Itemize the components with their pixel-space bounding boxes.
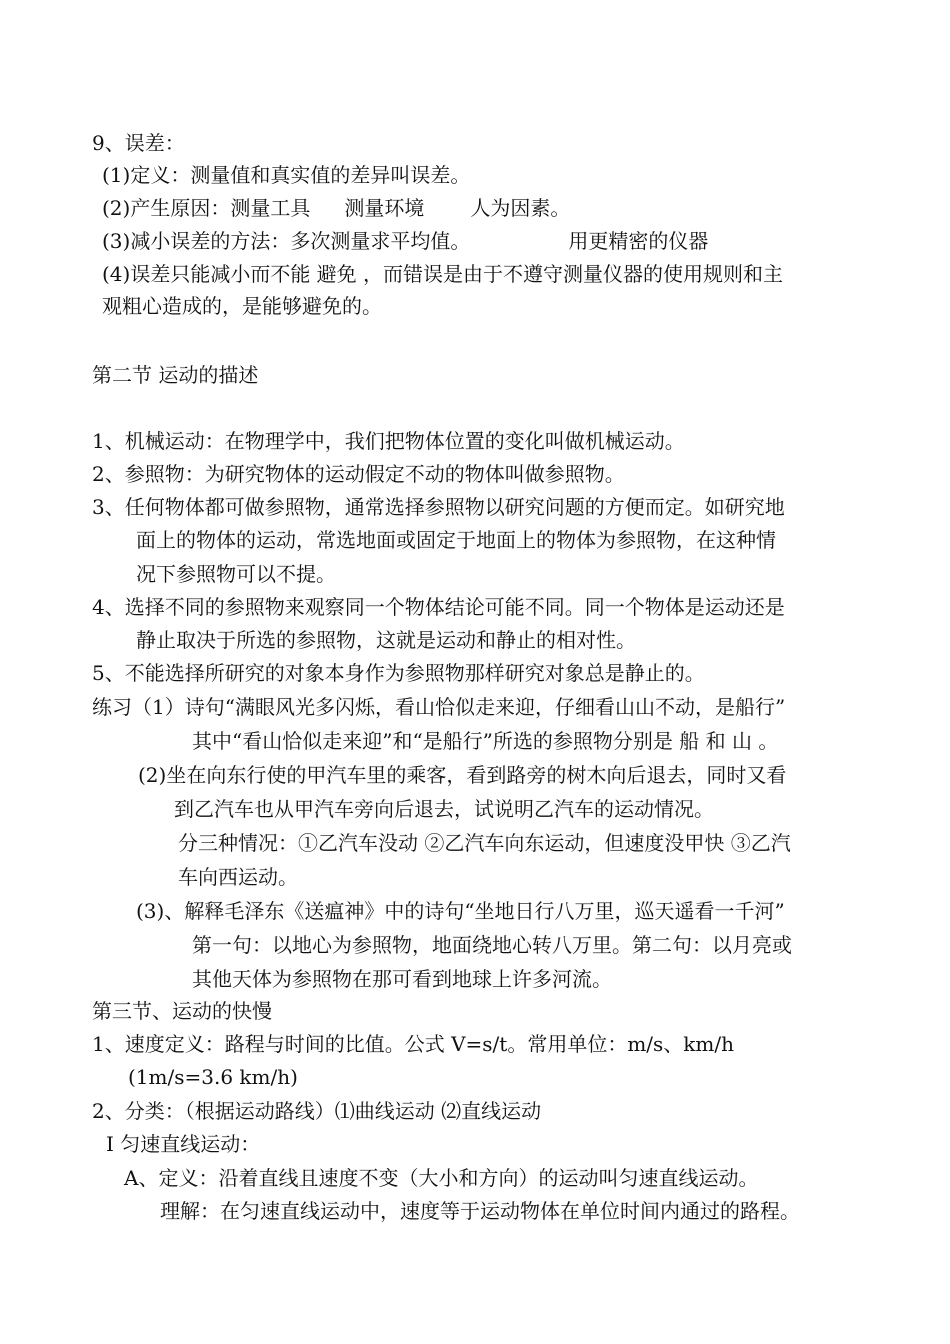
exercise-2-line2: 到乙汽车也从甲汽车旁向后退去，试说明乙汽车的运动情况。: [174, 797, 714, 821]
relativity-line2: 静止取决于所选的参照物，这就是运动和静止的相对性。: [136, 628, 636, 652]
error-definition: (1)定义：测量值和真实值的差异叫误差。: [102, 163, 471, 187]
exercise-3-line1: (3)、解释毛泽东《送瘟神》中的诗句“坐地日行八万里，巡天遥看一千河”: [136, 899, 785, 923]
exercise-3-answer-line2: 其他天体为参照物在那可看到地球上许多河流。: [192, 967, 612, 991]
relativity-line1: 4、选择不同的参照物来观察同一个物体结论可能不同。同一个物体是运动还是: [92, 595, 785, 619]
error-reduction: [102, 228, 708, 254]
section-3-title: 第三节、运动的快慢: [92, 999, 272, 1023]
error-cause-tools: (2)产生原因：测量工具: [102, 196, 311, 220]
exercise-2-line1: (2)坐在向东行使的甲汽车里的乘客，看到路旁的树木向后退去，同时又看: [138, 763, 787, 787]
mechanical-motion: 1、机械运动：在物理学中，我们把物体位置的变化叫做机械运动。: [92, 429, 685, 453]
exercise-2-answer-line1: 分三种情况：①乙汽车没动 ②乙汽车向东运动，但速度没甲快 ③乙汽: [178, 831, 791, 855]
section-2-title: 第二节 运动的描述: [92, 363, 259, 387]
error-cause-human: 人为因素。: [470, 196, 571, 220]
reference-choice-line1: 3、任何物体都可做参照物，通常选择参照物以研究问题的方便而定。如研究地: [92, 495, 785, 519]
uniform-motion-understanding: 理解：在匀速直线运动中，速度等于运动物体在单位时间内通过的路程。: [160, 1199, 800, 1223]
error-vs-mistake-line2: 观粗心造成的，是能够避免的。: [102, 294, 382, 318]
section-9-title: 9、误差：: [92, 131, 185, 155]
reference-object-definition: 2、参照物：为研究物体的运动假定不动的物体叫做参照物。: [92, 462, 625, 486]
error-reduction-instrument: 用更精密的仪器: [568, 229, 709, 253]
motion-classification: 2、分类：（根据运动路线）⑴曲线运动 ⑵直线运动: [92, 1099, 542, 1123]
reference-choice-line2: 面上的物体的运动，常选地面或固定于地面上的物体为参照物，在这种情: [136, 528, 776, 552]
exercise-1-line1: 练习（1）诗句“满眼风光多闪烁，看山恰似走来迎，仔细看山山不动，是船行”: [92, 695, 786, 719]
uniform-linear-motion-heading: Ⅰ 匀速直线运动：: [106, 1132, 261, 1156]
speed-definition-line1: 1、速度定义：路程与时间的比值。公式 V=s/t。常用单位：m/s、km/h: [92, 1032, 734, 1056]
error-causes: [102, 195, 570, 221]
reference-choice-line3: 况下参照物可以不提。: [136, 562, 336, 586]
error-reduction-average: (3)减小误差的方法：多次测量求平均值。: [102, 229, 471, 253]
error-vs-mistake-line1: (4)误差只能减小而不能 避免 ，而错误是由于不遵守测量仪器的使用规则和主: [102, 262, 784, 286]
self-reference-rule: 5、不能选择所研究的对象本身作为参照物那样研究对象总是静止的。: [92, 661, 705, 685]
exercise-3-answer-line1: 第一句：以地心为参照物，地面绕地心转八万里。第二句：以月亮或: [192, 933, 792, 957]
exercise-1-line2: 其中“看山恰似走来迎”和“是船行”所选的参照物分别是 船 和 山 。: [192, 729, 779, 753]
error-cause-environment: 测量环境: [344, 196, 425, 220]
uniform-motion-definition: A、定义：沿着直线且速度不变（大小和方向）的运动叫匀速直线运动。: [124, 1166, 759, 1190]
exercise-2-answer-line2: 车向西运动。: [178, 865, 298, 889]
speed-unit-conversion: (1m/s=3.6 km/h): [128, 1065, 298, 1089]
